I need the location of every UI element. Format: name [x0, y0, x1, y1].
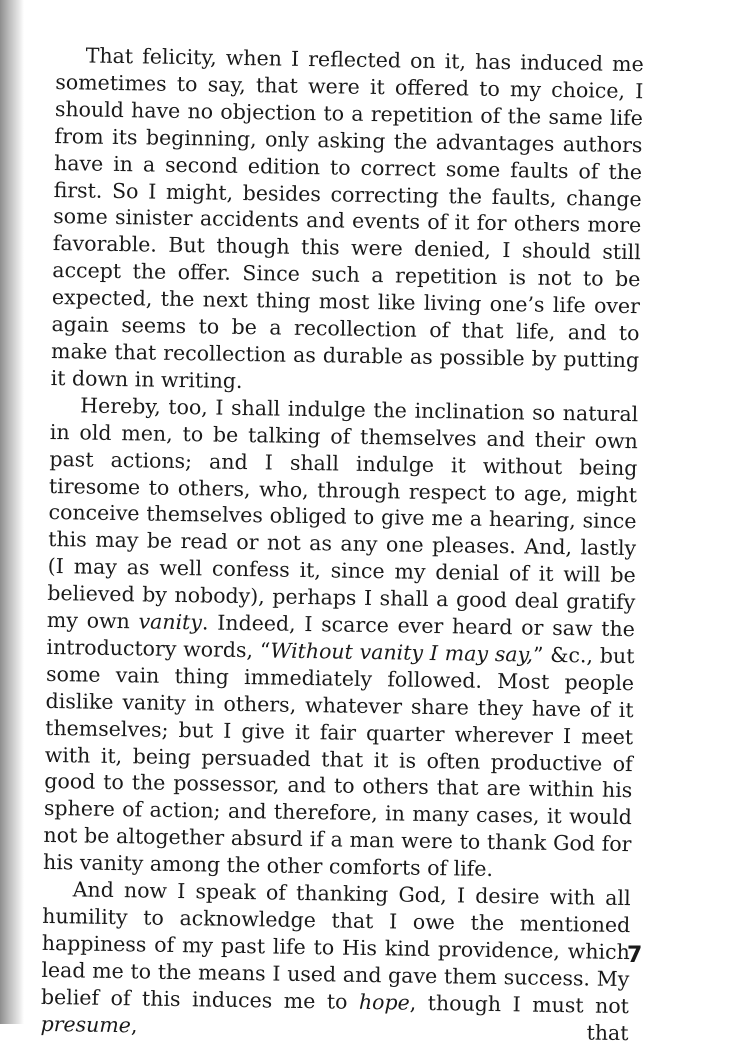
paragraph-2 [43, 392, 639, 885]
paragraph-2-text: Hereby, too, I shall indulge the inclination so natural in old men, to be talking of themselves and their own past actions; and I shall indulge it without being tiresome to others, who, through respect to age, might conceive themselves obliged to give me a hearing, since this may be read or not as any one pleases. And, lastly (I may as well confess it, since my denial of it will be believed by nobody), perhaps I shall a good deal gratify my own [46, 393, 639, 634]
paragraph-2-text: ” &c., but some vain thing immediately followed. Most people dislike vanity in others, whatever share they have of it themselves; but I give it fair quarter wherever I meet with it, being persuaded that it is often productive of good to the possessor, and to others that are within his sphere of action; and therefore, in many cases, it would not be altogether absurd if a man were to thank God for his vanity among the other comforts of life. [42, 642, 635, 882]
paragraph-3-text: , though I must not [409, 990, 630, 1018]
paragraph-3-text: And now I speak of thanking God, I desire with all humility to acknowledge that I owe the mentioned happiness of my past life to His kind providence, which lead me to the means I used and gave them success. My belief of this induces me to [40, 877, 631, 1014]
page-number: 7 [627, 943, 643, 968]
italic-vanity: vanity [138, 609, 203, 635]
paragraph-1 [51, 42, 644, 401]
paragraph-2-text: . Indeed, I scarce ever heard or saw the introductory words, “ [46, 610, 636, 663]
paragraph-3 [40, 876, 630, 1047]
binding-gutter-shadow [0, 0, 24, 1024]
italic-hope: hope [358, 989, 410, 1015]
body-text [40, 42, 644, 1047]
paragraph-3-text: , that [130, 1012, 629, 1045]
italic-presume: presume [40, 1011, 132, 1037]
paragraph-1-text: That felicity, when I reflected on it, has induced me sometimes to say, that were it offered to my choice, I should have no objection to a repetition of the same life from its beginning, only asking the advantages authors have in a second edition to correct some faults of the first. So I might, besides correcting the faults, change some sinister accidents and events of it for others more favorable. But though this were denied, I should still accept the offer. Since such a repetition is not to be expected, the next thing most like living one’s life over again seems to be a recollection of that life, and to make that recollection as durable as possible by putting it down in writing. [50, 43, 644, 393]
italic-quote: Without vanity I may say, [270, 638, 534, 667]
